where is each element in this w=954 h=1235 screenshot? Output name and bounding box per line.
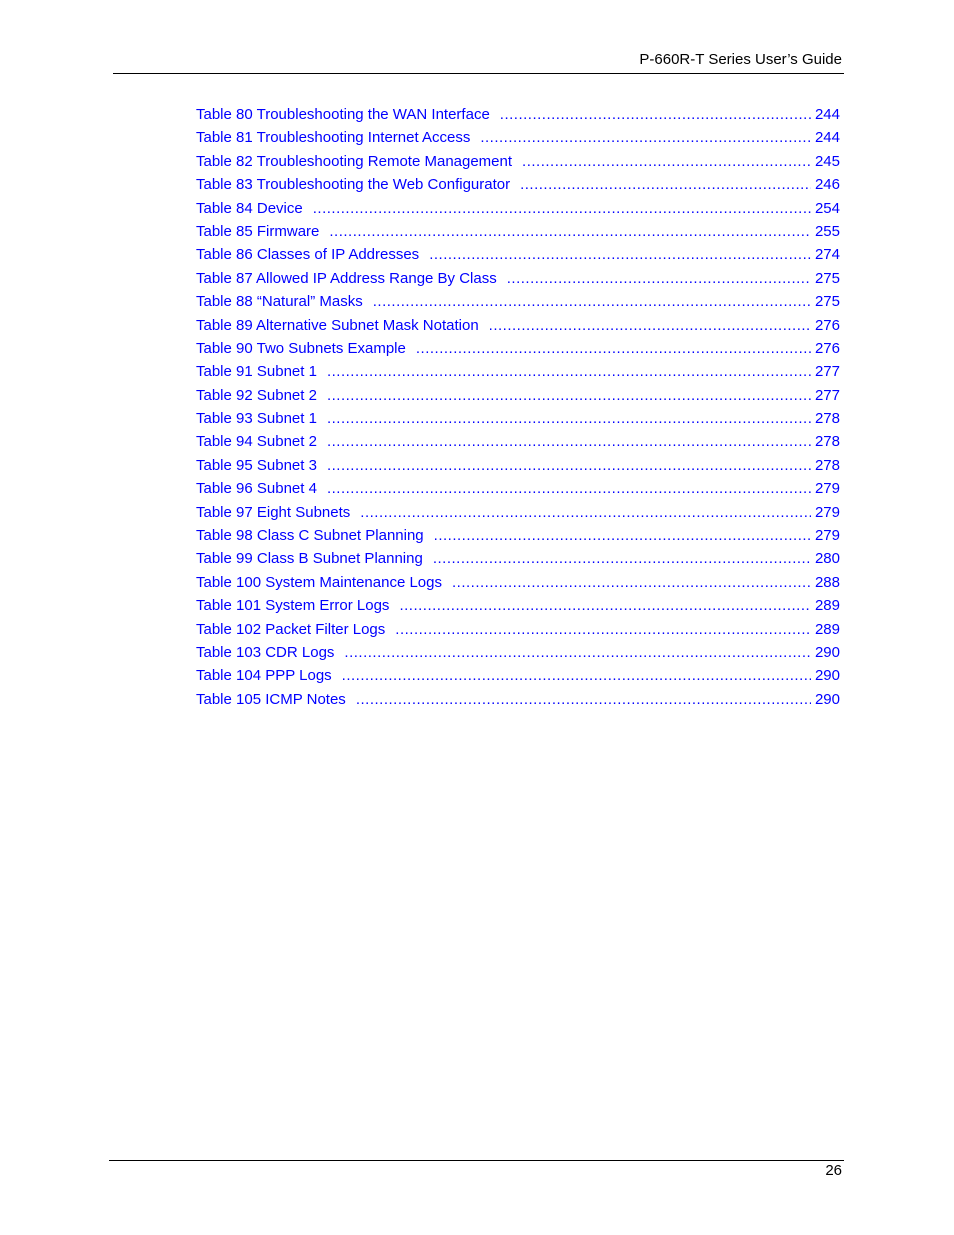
toc-entry-link[interactable]: [196, 129, 840, 152]
toc-entry-link[interactable]: [196, 457, 840, 480]
dot-leader: [329, 223, 811, 240]
toc-entry-link[interactable]: [196, 410, 840, 433]
toc-entry-link[interactable]: [196, 200, 840, 223]
toc-entry-page-number: 246: [814, 176, 840, 194]
toc-entry-page-number: 275: [814, 293, 840, 311]
toc-entry-page-number: 254: [814, 199, 840, 217]
header-divider: [113, 73, 844, 74]
toc-entry-link[interactable]: [196, 387, 840, 410]
dot-leader: [327, 363, 811, 380]
toc-entry-page-number: 276: [814, 316, 840, 334]
toc-entry-link[interactable]: [196, 293, 840, 316]
toc-entry-link[interactable]: [196, 106, 840, 129]
dot-leader: [480, 129, 811, 146]
toc-entry-link[interactable]: [196, 527, 840, 550]
dot-leader: [360, 504, 811, 521]
toc-entry-link[interactable]: [196, 691, 840, 714]
toc-entry-label: Table 102 Packet Filter Logs: [196, 620, 386, 638]
toc-entry-label: Table 83 Troubleshooting the Web Configurator: [196, 176, 511, 194]
toc-entry-page-number: 290: [814, 667, 840, 685]
toc-entry-label: Table 94 Subnet 2: [196, 433, 317, 451]
toc-entry-link[interactable]: [196, 270, 840, 293]
toc-entry-link[interactable]: [196, 340, 840, 363]
toc-entry-link[interactable]: [196, 433, 840, 456]
toc-entry-label: Table 80 Troubleshooting the WAN Interface: [196, 106, 490, 123]
toc-entry-page-number: 290: [814, 643, 840, 661]
toc-entry-page-number: 279: [814, 480, 840, 498]
dot-leader: [327, 457, 811, 474]
toc-entry-link[interactable]: [196, 574, 840, 597]
toc-entry-page-number: 280: [814, 550, 840, 568]
toc-entry-page-number: 279: [814, 503, 840, 521]
toc-entry-page-number: 244: [814, 129, 840, 147]
toc-entry-label: Table 101 System Error Logs: [196, 597, 390, 615]
toc-entry-link[interactable]: [196, 480, 840, 503]
toc-entry-label: Table 81 Troubleshooting Internet Access: [196, 129, 471, 147]
toc-entry-page-number: 277: [814, 363, 840, 381]
footer-page-number: 26: [825, 1162, 842, 1179]
dot-leader: [416, 340, 811, 357]
dot-leader: [356, 691, 811, 708]
toc-entry-link[interactable]: [196, 621, 840, 644]
toc-entry-page-number: 276: [814, 339, 840, 357]
toc-entry-link[interactable]: [196, 667, 840, 690]
toc-entry-page-number: 255: [814, 222, 840, 240]
dot-leader: [434, 527, 811, 544]
toc-entry-label: Table 98 Class C Subnet Planning: [196, 527, 424, 545]
table-of-contents-list: [196, 106, 840, 714]
toc-entry-label: Table 99 Class B Subnet Planning: [196, 550, 423, 568]
dot-leader: [507, 270, 811, 287]
toc-entry-label: Table 103 CDR Logs: [196, 643, 335, 661]
dot-leader: [399, 597, 811, 614]
toc-entry-label: Table 87 Allowed IP Address Range By Class: [196, 269, 497, 287]
toc-entry-label: Table 104 PPP Logs: [196, 667, 332, 685]
toc-entry-page-number: 290: [814, 690, 840, 708]
toc-entry-link[interactable]: [196, 363, 840, 386]
dot-leader: [327, 410, 811, 427]
dot-leader: [433, 550, 811, 567]
toc-entry-label: Table 91 Subnet 1: [196, 363, 317, 381]
toc-entry-label: Table 84 Device: [196, 199, 303, 217]
dot-leader: [373, 293, 811, 310]
toc-entry-page-number: 288: [814, 573, 840, 591]
toc-entry-label: Table 95 Subnet 3: [196, 456, 317, 474]
toc-entry-link[interactable]: [196, 223, 840, 246]
toc-entry-page-number: 277: [814, 386, 840, 404]
toc-entry-label: Table 100 System Maintenance Logs: [196, 573, 442, 591]
dot-leader: [344, 644, 811, 661]
dot-leader: [489, 317, 811, 334]
toc-entry-link[interactable]: [196, 597, 840, 620]
toc-entry-link[interactable]: [196, 176, 840, 199]
footer-divider: [109, 1160, 844, 1161]
dot-leader: [500, 106, 811, 123]
toc-entry-link[interactable]: [196, 644, 840, 667]
toc-entry-label: Table 85 Firmware: [196, 222, 320, 240]
toc-entry-page-number: 278: [814, 456, 840, 474]
dot-leader: [429, 246, 811, 263]
dot-leader: [452, 574, 811, 591]
toc-entry-link[interactable]: [196, 504, 840, 527]
toc-entry-link[interactable]: [196, 153, 840, 176]
dot-leader: [327, 480, 811, 497]
toc-entry-label: Table 82 Troubleshooting Remote Management: [196, 152, 513, 170]
toc-entry-label: Table 89 Alternative Subnet Mask Notation: [196, 316, 479, 334]
toc-entry-link[interactable]: [196, 317, 840, 340]
toc-entry-page-number: 278: [814, 410, 840, 428]
toc-entry-page-number: 244: [814, 106, 840, 123]
toc-entry-label: Table 93 Subnet 1: [196, 410, 317, 428]
toc-entry-label: Table 96 Subnet 4: [196, 480, 317, 498]
toc-entry-link[interactable]: [196, 550, 840, 573]
dot-leader: [342, 667, 811, 684]
toc-entry-label: Table 105 ICMP Notes: [196, 690, 346, 708]
dot-leader: [313, 200, 811, 217]
toc-entry-page-number: 278: [814, 433, 840, 451]
dot-leader: [522, 153, 811, 170]
dot-leader: [327, 433, 811, 450]
toc-entry-label: Table 86 Classes of IP Addresses: [196, 246, 420, 264]
toc-entry-label: Table 97 Eight Subnets: [196, 503, 351, 521]
toc-entry-page-number: 289: [814, 620, 840, 638]
dot-leader: [395, 621, 811, 638]
toc-entry-label: Table 90 Two Subnets Example: [196, 339, 406, 357]
toc-entry-page-number: 279: [814, 527, 840, 545]
toc-entry-page-number: 275: [814, 269, 840, 287]
dot-leader: [327, 387, 811, 404]
dot-leader: [520, 176, 811, 193]
toc-entry-label: Table 88 “Natural” Masks: [196, 293, 363, 311]
toc-entry-page-number: 274: [814, 246, 840, 264]
toc-entry-page-number: 289: [814, 597, 840, 615]
toc-entry-link[interactable]: [196, 246, 840, 269]
toc-entry-page-number: 245: [814, 152, 840, 170]
toc-entry-label: Table 92 Subnet 2: [196, 386, 317, 404]
header-title: P-660R-T Series User’s Guide: [639, 51, 842, 68]
